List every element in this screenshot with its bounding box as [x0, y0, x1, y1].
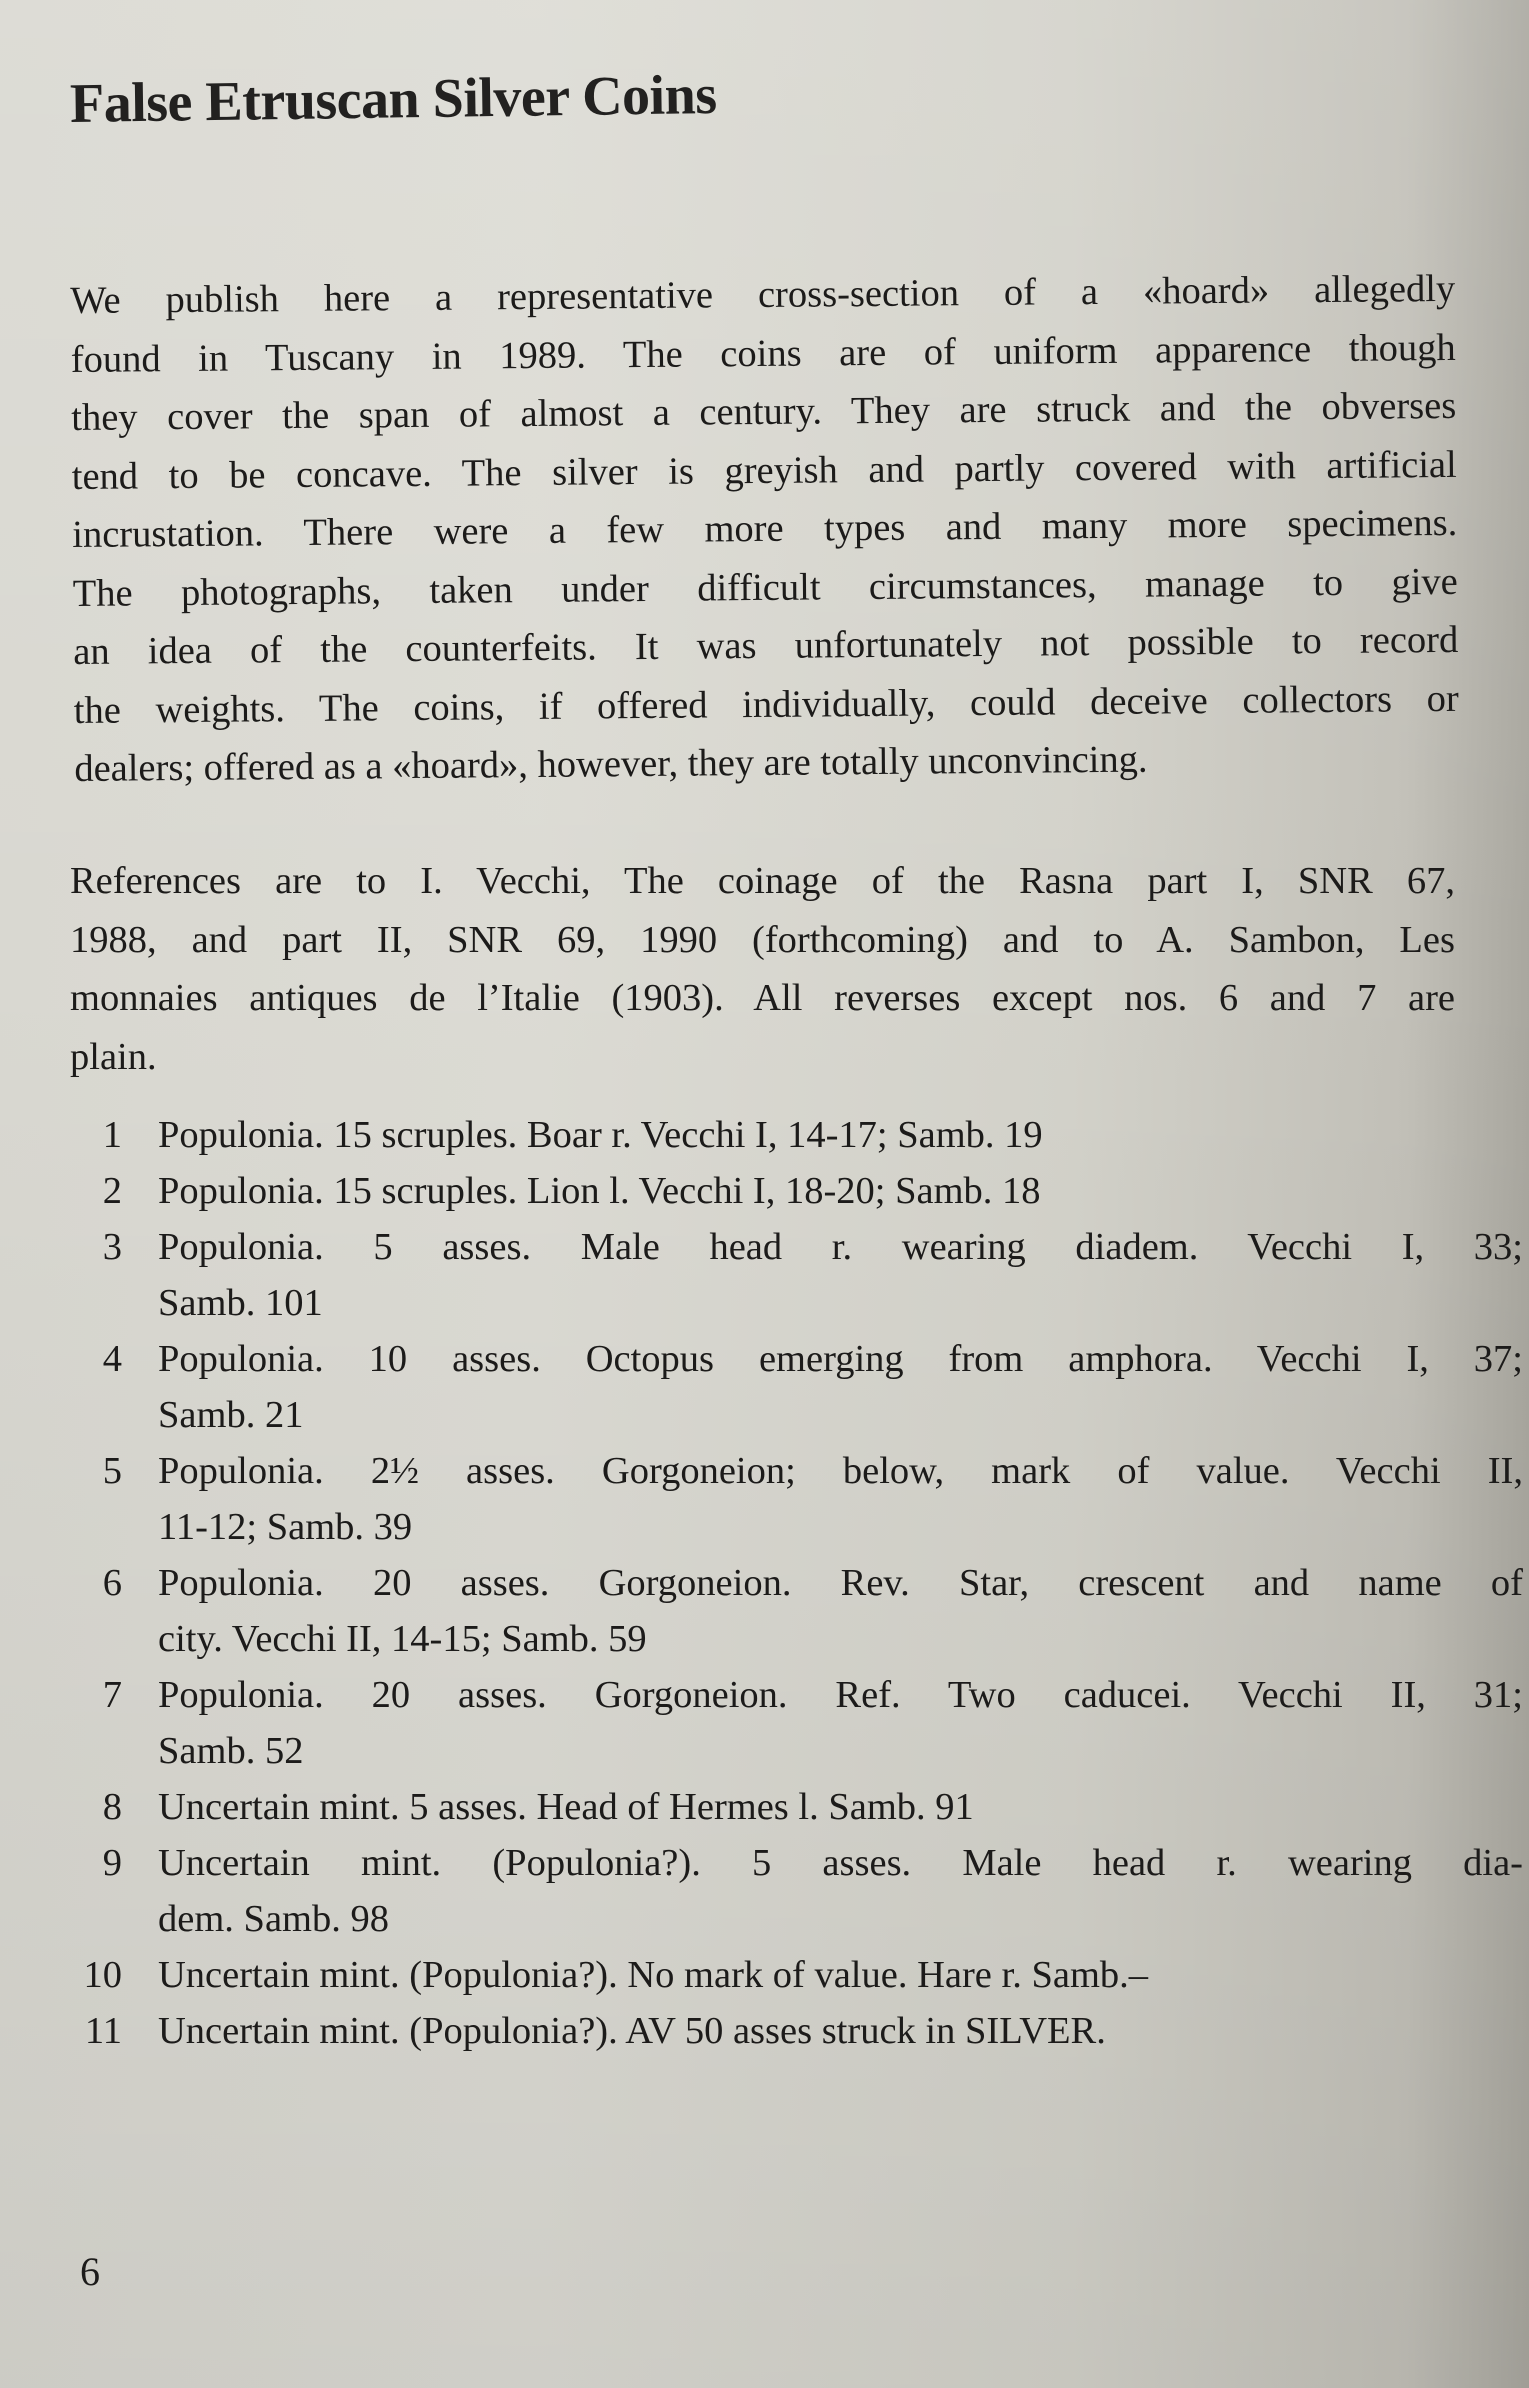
- text-line: an idea of the counterfeits. It was unfortunately not possible to record: [73, 618, 1459, 673]
- entry-text: Samb. 52: [158, 1730, 304, 1772]
- entry-number: 8: [102, 1786, 122, 1828]
- catalogue-entry: [70, 1835, 1523, 1947]
- entry-text: Populonia. 15 scruples. Lion l. Vecchi I, 18-20; Samb. 18: [158, 1170, 1041, 1212]
- entry-text: Uncertain mint. (Populonia?). AV 50 asses struck in SILVER.: [158, 2010, 1106, 2052]
- entry-text: Samb. 101: [158, 1282, 323, 1324]
- text-line: the weights. The coins, if offered individually, could deceive collectors or: [73, 677, 1459, 732]
- catalogue-entry: [70, 1779, 1460, 1835]
- entry-number: 6: [102, 1562, 122, 1604]
- catalogue-entry: [70, 1667, 1523, 1779]
- entry-number: 3: [102, 1226, 122, 1268]
- coin-catalogue: [70, 1107, 1523, 2059]
- text-line: plain.: [70, 1035, 157, 1078]
- entry-text: Populonia. 2½ asses. Gorgoneion; below, mark of value. Vecchi II,: [158, 1450, 1523, 1492]
- text-line: We publish here a representative cross-section of a «hoard» allegedly: [70, 267, 1456, 322]
- catalogue-entry: [70, 1219, 1523, 1331]
- entry-text: Populonia. 20 asses. Gorgoneion. Rev. Star, crescent and name of: [158, 1562, 1523, 1604]
- entry-text: city. Vecchi II, 14-15; Samb. 59: [158, 1618, 647, 1660]
- entry-number: 1: [102, 1114, 122, 1156]
- entry-text: Uncertain mint. (Populonia?). No mark of value. Hare r. Samb.–: [158, 1954, 1149, 1996]
- catalogue-entry: [70, 1331, 1523, 1443]
- entry-text: Populonia. 10 asses. Octopus emerging from amphora. Vecchi I, 37;: [158, 1338, 1523, 1380]
- entry-number: 5: [102, 1450, 122, 1492]
- references-paragraph: [70, 852, 1455, 1086]
- text-line: monnaies antiques de l’Italie (1903). All reverses except nos. 6 and 7 are: [70, 977, 1455, 1019]
- catalogue-entry: [70, 1107, 1460, 1163]
- entry-text: Populonia. 15 scruples. Boar r. Vecchi I, 14-17; Samb. 19: [158, 1114, 1043, 1156]
- text-line: tend to be concave. The silver is greyish and partly covered with artificial: [71, 443, 1457, 498]
- entry-text: Uncertain mint. (Populonia?). 5 asses. Male head r. wearing dia-: [158, 1842, 1523, 1884]
- intro-paragraph: [70, 260, 1460, 799]
- text-line: dealers; offered as a «hoard», however, they are totally unconvincing.: [74, 738, 1148, 790]
- entry-number: 2: [102, 1170, 122, 1212]
- entry-number: 10: [83, 1954, 122, 1996]
- catalogue-entry: [70, 1443, 1523, 1555]
- entry-number: 7: [102, 1674, 122, 1716]
- entry-text: Populonia. 20 asses. Gorgoneion. Ref. Two caducei. Vecchi II, 31;: [158, 1674, 1523, 1716]
- text-line: they cover the span of almost a century. They are struck and the obverses: [71, 384, 1457, 439]
- entry-text: dem. Samb. 98: [158, 1898, 389, 1940]
- text-line: References are to I. Vecchi, The coinage of the Rasna part I, SNR 67,: [70, 860, 1455, 902]
- entry-text: Populonia. 5 asses. Male head r. wearing diadem. Vecchi I, 33;: [158, 1226, 1523, 1268]
- text-line: found in Tuscany in 1989. The coins are of uniform apparence though: [70, 326, 1456, 381]
- catalogue-entry: [70, 1555, 1523, 1667]
- text-line: 1988, and part II, SNR 69, 1990 (forthcoming) and to A. Sambon, Les: [70, 918, 1455, 961]
- text-line: The photographs, taken under difficult circumstances, manage to give: [72, 560, 1458, 615]
- catalogue-entry: [70, 2003, 1460, 2059]
- page-title: False Etruscan Silver Coins: [69, 63, 717, 135]
- entry-number: 11: [84, 2010, 122, 2052]
- catalogue-entry: [70, 1947, 1460, 2003]
- text-line: incrustation. There were a few more types and many more specimens.: [72, 501, 1458, 556]
- entry-number: 4: [102, 1338, 122, 1380]
- catalogue-entry: [70, 1163, 1460, 1219]
- entry-text: Uncertain mint. 5 asses. Head of Hermes l. Samb. 91: [158, 1786, 974, 1828]
- entry-text: Samb. 21: [158, 1394, 304, 1436]
- page-number: 6: [80, 2249, 100, 2294]
- entry-text: 11-12; Samb. 39: [158, 1506, 413, 1548]
- entry-number: 9: [102, 1842, 122, 1884]
